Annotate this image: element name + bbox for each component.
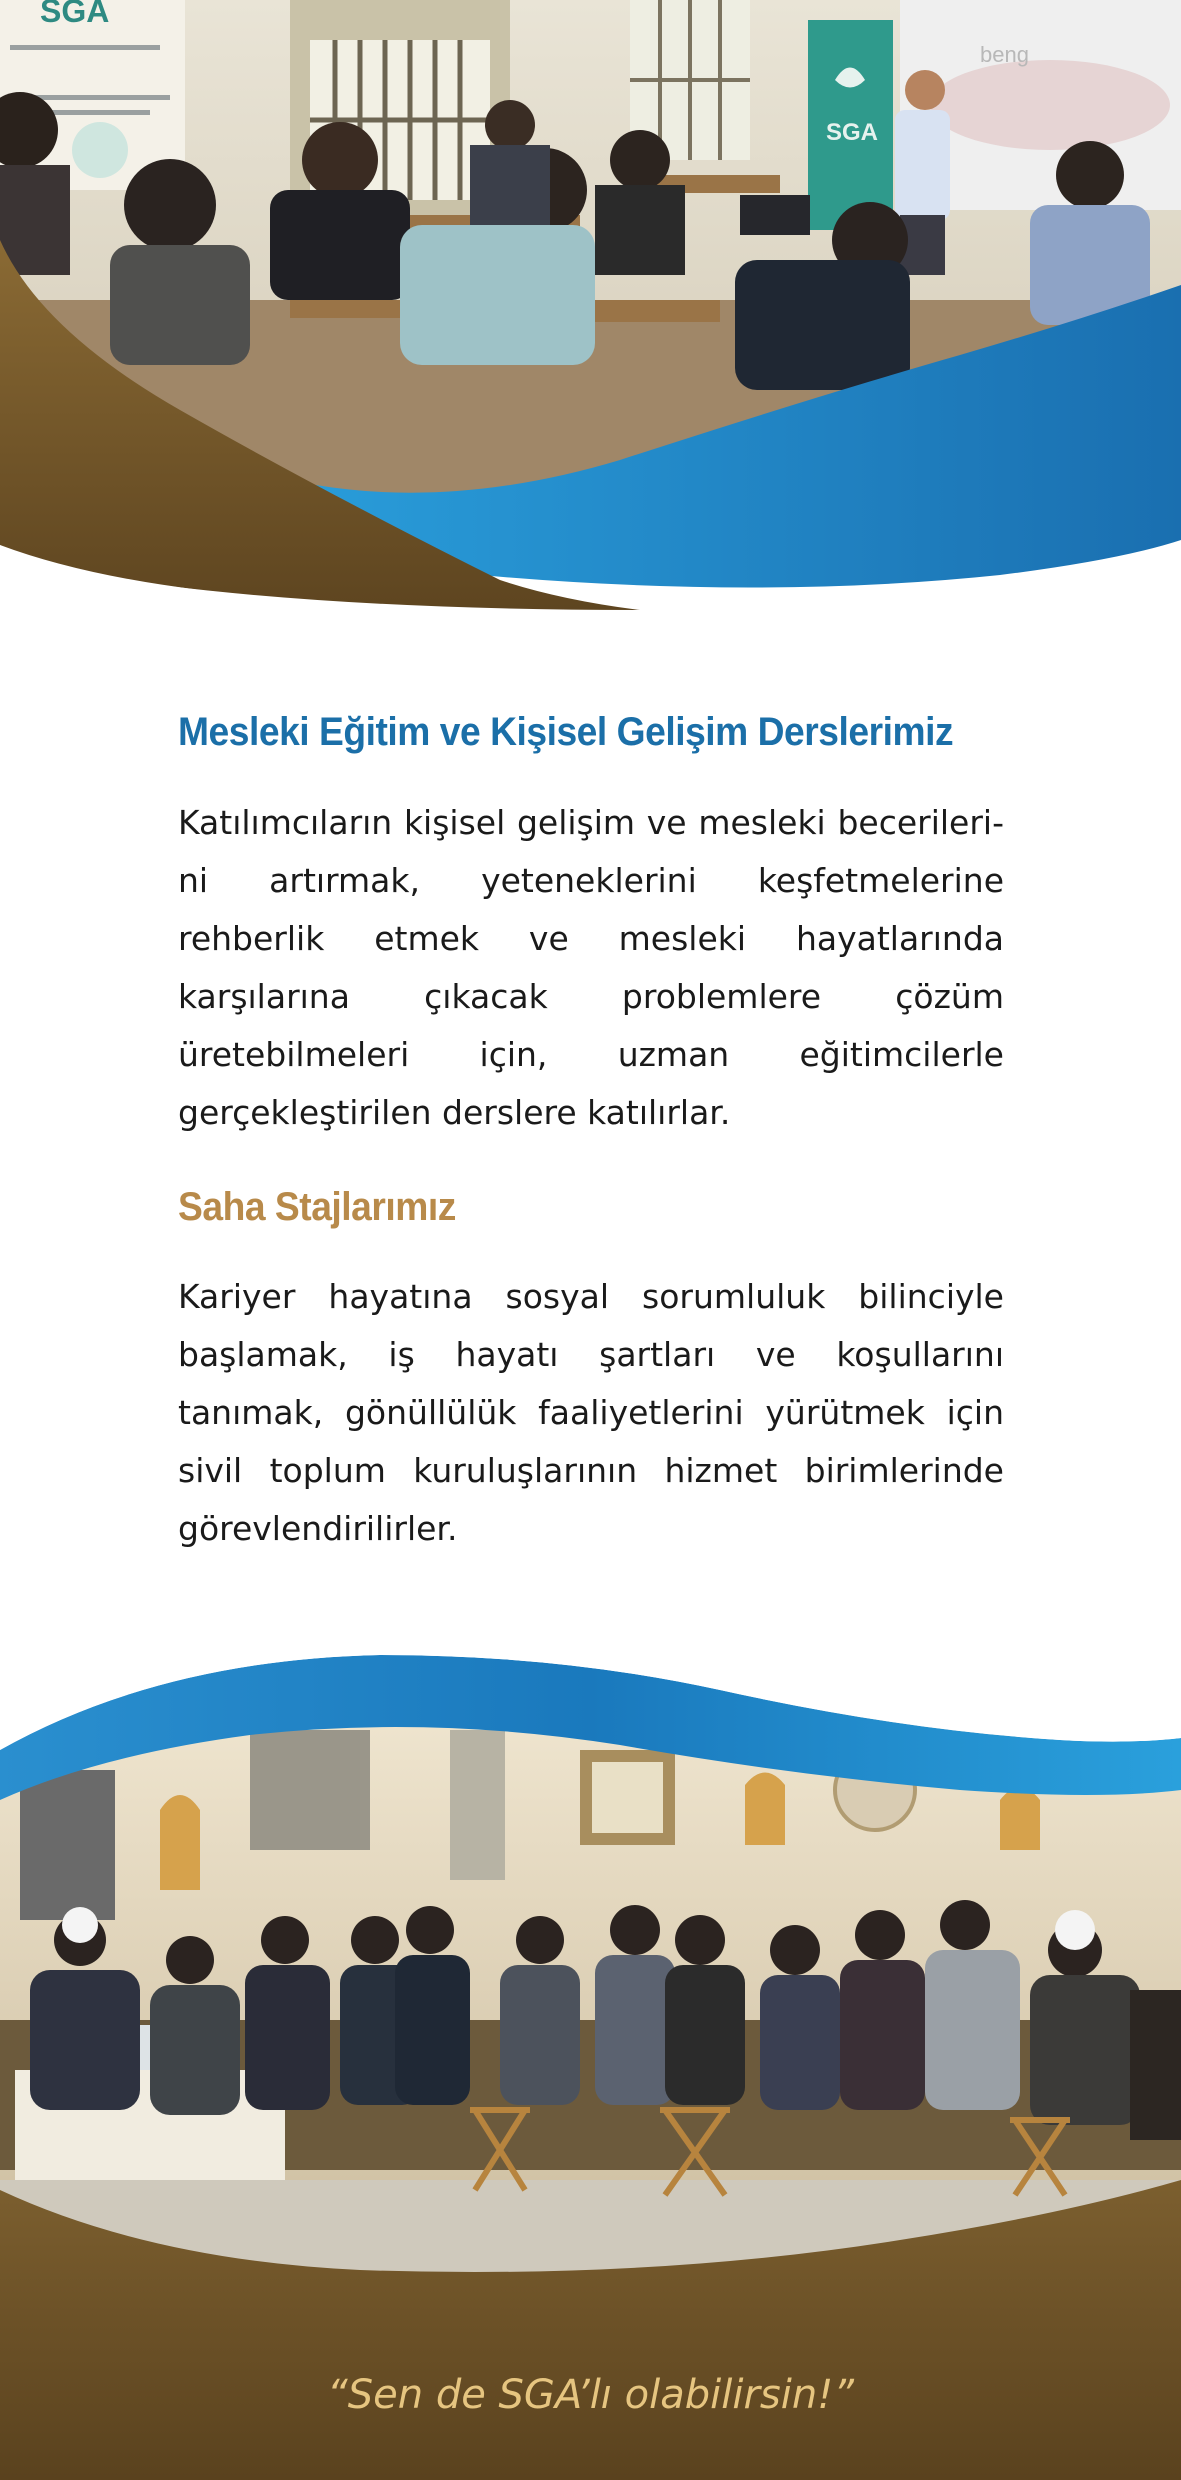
slogan: “Sen de SGA’lı olabilirsin!” — [327, 2372, 854, 2418]
top-classroom-photo — [0, 0, 1181, 640]
banner-logo-text: SGA — [826, 119, 879, 146]
wall-shelf-left — [160, 1795, 200, 1890]
section-title-mesleki-egitim: Mesleki Eğitim ve Kişisel Gelişim Derslerimiz — [178, 710, 954, 754]
section-body-saha-stajlari: Kariyer hayatına sosyal sorumluluk bilinciyle başlamak, iş hayatı şartları ve koşullarını tanımak, gönüllülük faaliyetlerini yürütmek için sivil toplum kuruluşlarının hizmet birimlerinde görevlendirilirler. — [178, 1277, 1004, 1548]
board-text: beng — [980, 42, 1029, 67]
section-title-saha-stajlari: Saha Stajlarımız — [178, 1185, 456, 1229]
bottom-gathering-photo — [0, 1640, 1181, 2480]
banner-text: SGA — [40, 0, 110, 29]
room-window — [20, 1770, 115, 1920]
section-body-mesleki-egitim: Katılımcıların kişisel gelişim ve mesleki becerilerini artırmak, yeteneklerini keşfetmelerine rehberlik etmek ve mesleki hayatlarında karşılarına çıkacak problemlere çözüm üretebilmeleri için, uzman eğitimcilerle gerçekleştirilen derslere katılırlar. — [178, 803, 1004, 1132]
